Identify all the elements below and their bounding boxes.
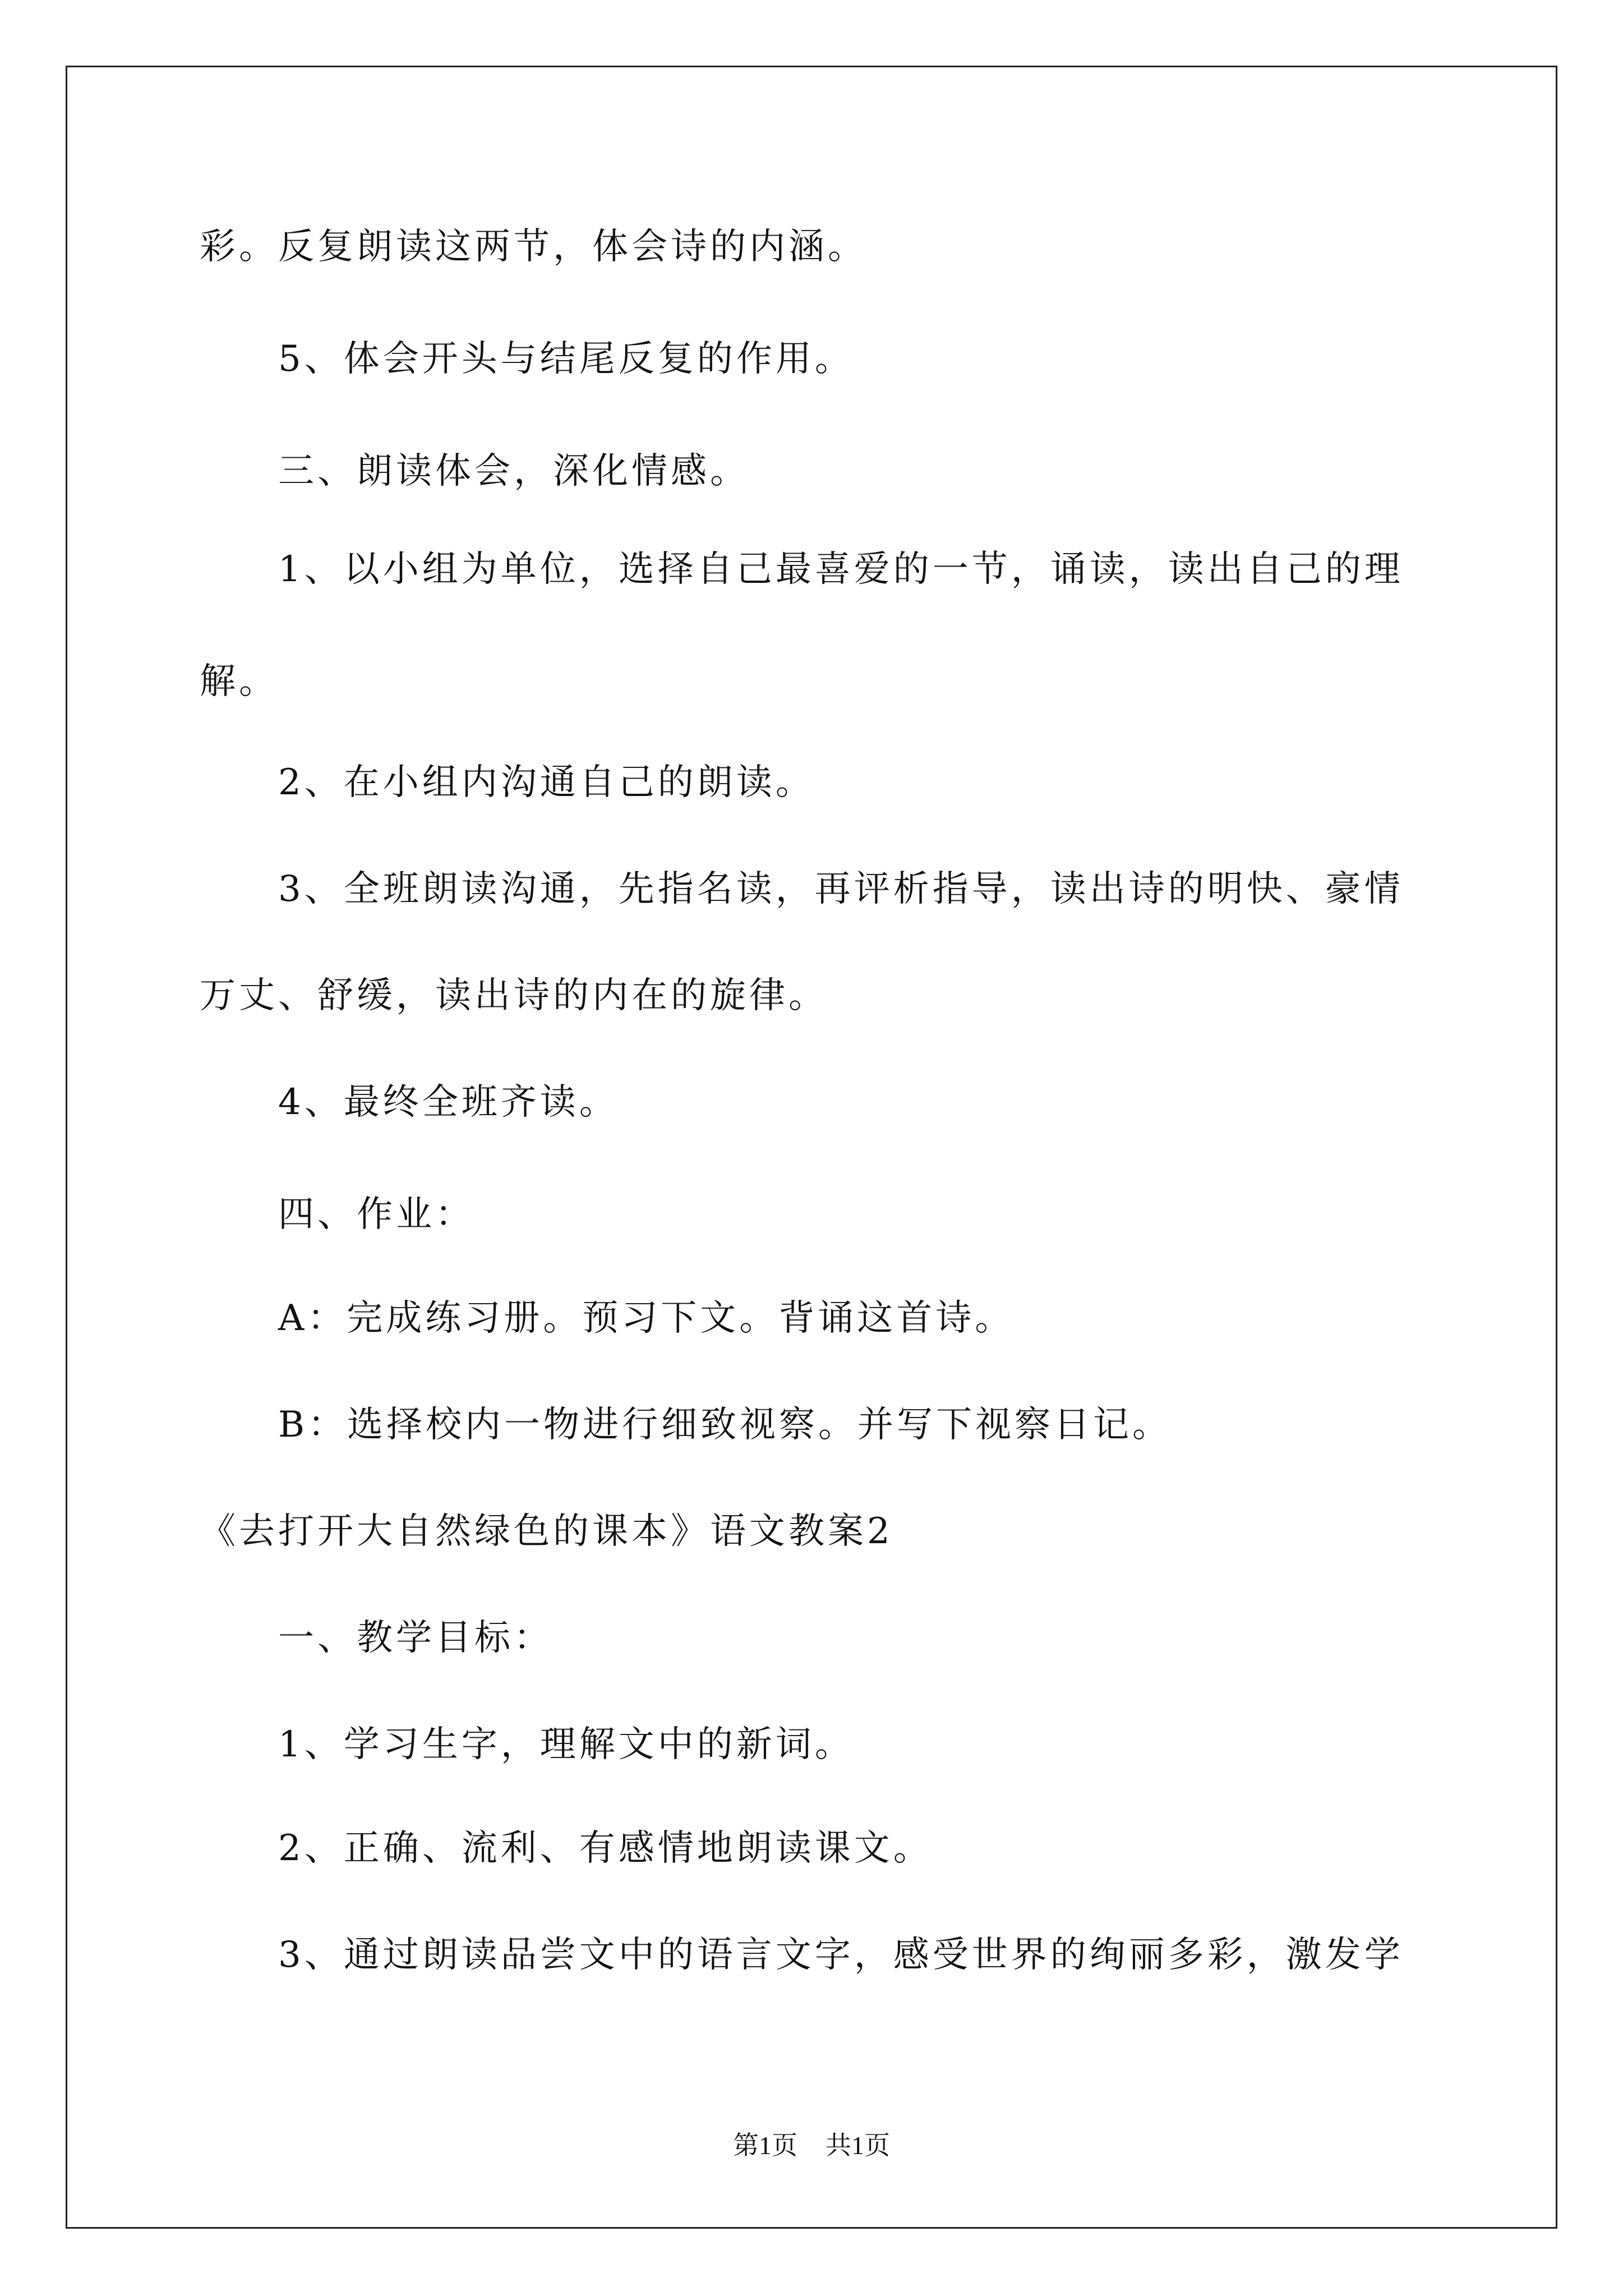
page-number: 第1页 <box>733 2131 797 2160</box>
text-line: 1、学习生字，理解文中的新词。 <box>278 1724 854 1765</box>
page-border <box>66 66 1557 2229</box>
text-line: 四、作业： <box>278 1194 474 1235</box>
text-line: 2、正确、流利、有感情地朗读课文。 <box>278 1828 933 1869</box>
text-line: 2、在小组内沟通自己的朗读。 <box>278 762 815 803</box>
page-footer <box>0 2129 1623 2162</box>
section-heading: 《去打开大自然绿色的课本》语文教案2 <box>200 1511 893 1552</box>
text-line: 一、教学目标： <box>278 1617 553 1659</box>
page-total: 共1页 <box>826 2131 890 2160</box>
text-line: B：选择校内一物进行细致视察。并写下视察日记。 <box>278 1404 1172 1446</box>
text-line: 4、最终全班齐读。 <box>278 1082 619 1123</box>
text-line: 1、以小组为单位，选择自己最喜爱的一节，诵读，读出自己的理 <box>278 549 1404 590</box>
text-line: 三、朗读体会，深化情感。 <box>278 450 749 492</box>
text-line: 彩。反复朗读这两节，体会诗的内涵。 <box>200 226 867 268</box>
text-line: 解。 <box>200 661 278 702</box>
text-line: 5、体会开头与结尾反复的作用。 <box>278 338 854 380</box>
text-line: A：完成练习册。预习下文。背诵这首诗。 <box>278 1297 1015 1339</box>
text-line: 万丈、舒缓，读出诗的内在的旋律。 <box>200 975 828 1016</box>
text-line: 3、全班朗读沟通，先指名读，再评析指导，读出诗的明快、豪情 <box>278 868 1404 910</box>
text-line: 3、通过朗读品尝文中的语言文字，感受世界的绚丽多彩，激发学 <box>278 1934 1404 1976</box>
